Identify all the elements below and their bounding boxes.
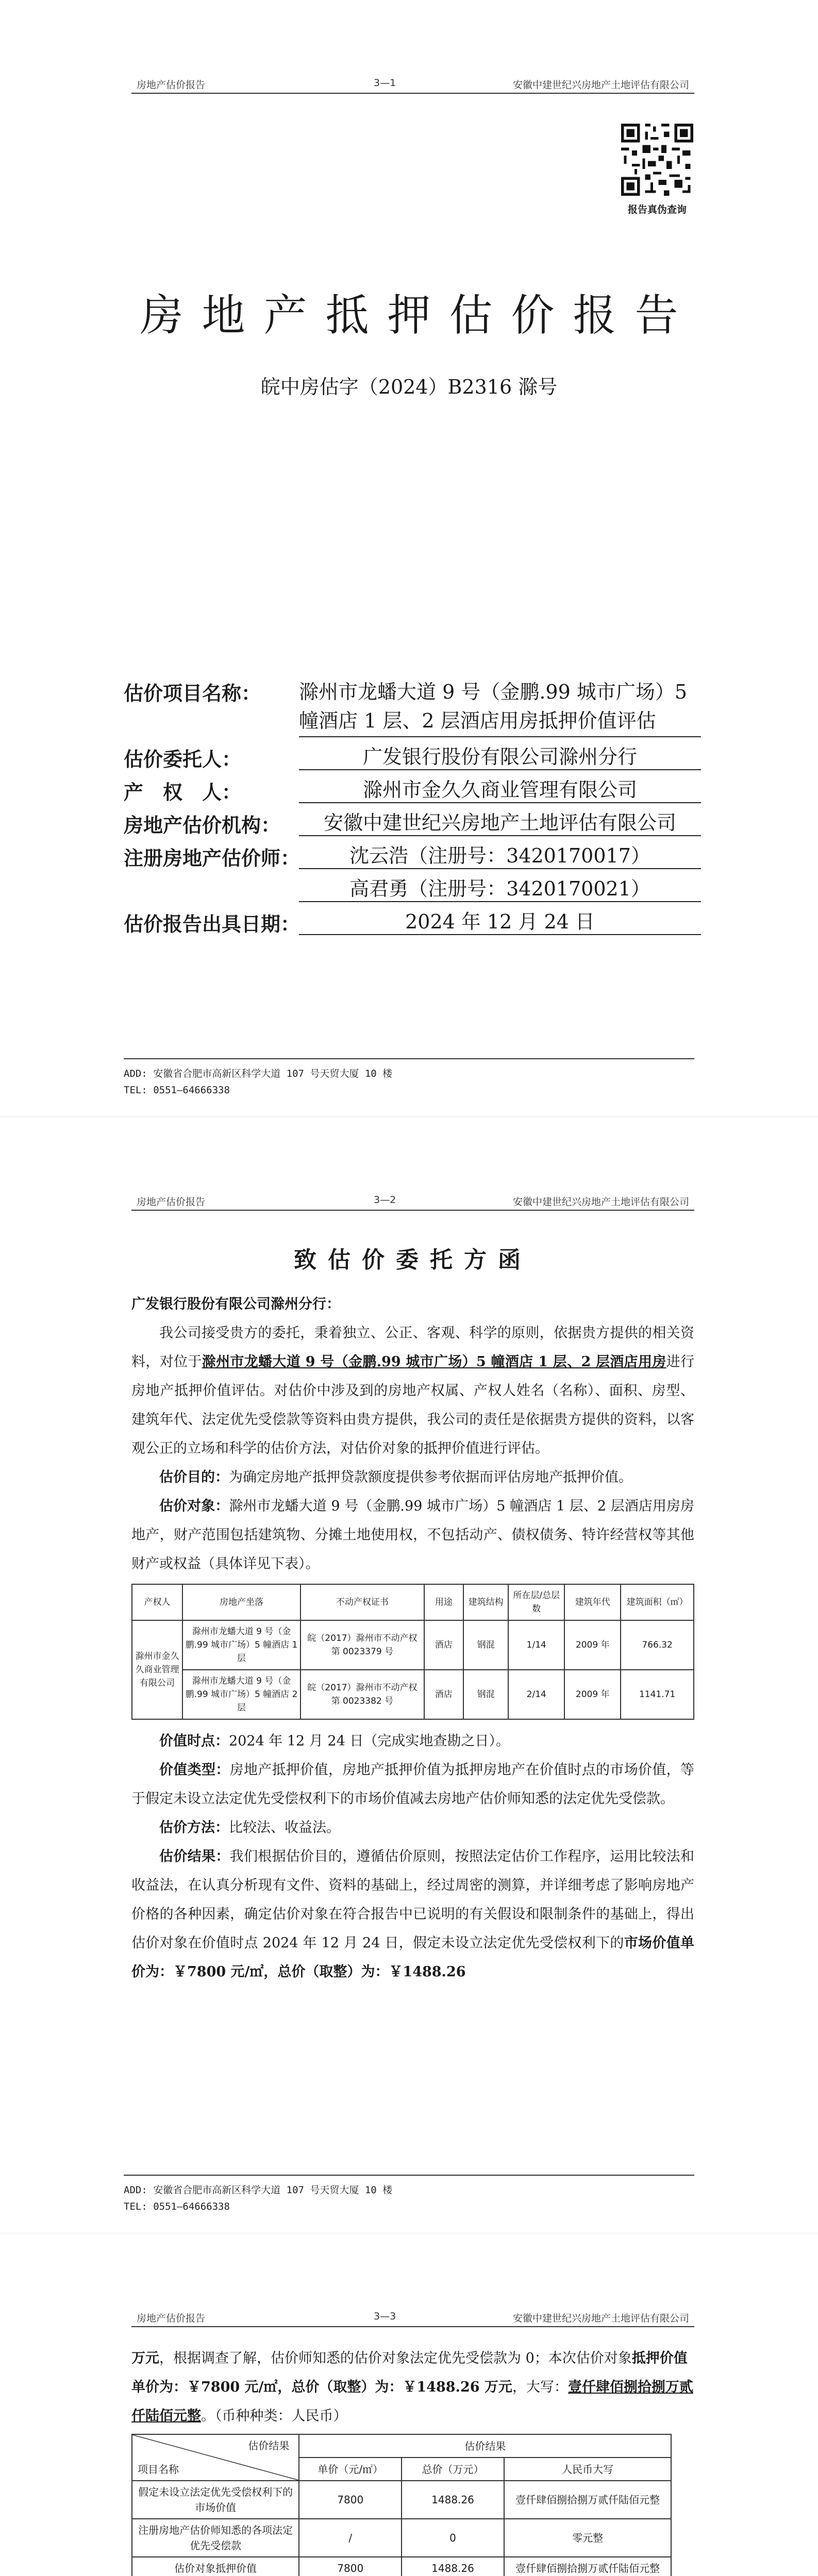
table-cell: 2/14 bbox=[508, 1670, 564, 1719]
field-agency bbox=[124, 809, 701, 842]
field-value: 2024 年 12 月 24 日 bbox=[299, 908, 701, 935]
result-label: 估价结果： bbox=[159, 1849, 230, 1865]
market-value: 市场价值单价为：￥7800 元/㎡，总价（取整）为：￥1488.26 bbox=[131, 1935, 695, 1980]
mortgage-value-words: 壹仟肆佰捌拾捌万贰仟陆佰元整 bbox=[131, 2379, 693, 2424]
field-owner bbox=[124, 776, 701, 809]
value-date-text: 2024 年 12 月 24 日（完成实地查勘之日）。 bbox=[229, 1733, 510, 1749]
object-text: 滁州市龙蟠大道 9 号（金鹏.99 城市广场）5 幢酒店 1 层、2 层酒店用房房地产，财产范围包括建筑物、分摊土地使用权，不包括动产、债权债务、特许经营权等其他财产或权益（具体详见下表）。 bbox=[131, 1498, 695, 1572]
table-cell: 钢混 bbox=[463, 1620, 508, 1670]
method-para bbox=[131, 1814, 694, 1842]
qr-label: 报告真伪查询 bbox=[627, 204, 687, 215]
table-cell: 假定未设立法定优先受偿权利下的市场价值 bbox=[132, 2481, 299, 2519]
letter-body-continued bbox=[131, 2344, 694, 2576]
table-cell: 注册房地产估价师知悉的各项法定优先受偿款 bbox=[132, 2519, 299, 2557]
table-header: 单价（元/㎡） bbox=[299, 2458, 402, 2481]
table-row bbox=[132, 1670, 694, 1719]
table-cell: 壹仟肆佰捌拾捌万贰仟陆佰元整 bbox=[504, 2481, 671, 2519]
summary-table bbox=[131, 2434, 672, 2576]
page-header bbox=[131, 77, 694, 94]
intro-text: 进行房地产抵押价值评估。对估价中涉及到的房地产权属、产权人姓名（名称）、面积、房型、建筑年代、法定优先受偿款等资料由贵方提供，我公司的责任是依据贵方提供的资料，以客观公正的立场和科学的估价方法，对估价对象的抵押价值进行评估。 bbox=[131, 1354, 695, 1456]
diagonal-top-label: 估价结果 bbox=[248, 2439, 290, 2452]
result-text: 。（币种种类：人民币） bbox=[201, 2408, 347, 2424]
header-right: 安徽中建世纪兴房地产土地评估有限公司 bbox=[512, 2313, 689, 2324]
page-cover bbox=[0, 0, 818, 1116]
value-type-para bbox=[131, 1756, 694, 1814]
field-value: 滁州市龙蟠大道 9 号（金鹏.99 城市广场）5 幢酒店 1 层、2 层酒店用房抵押价值评估 bbox=[299, 677, 701, 737]
header-right: 安徽中建世纪兴房地产土地评估有限公司 bbox=[512, 79, 689, 91]
table-cell: 1488.26 bbox=[402, 2481, 504, 2519]
table-cell: 滁州市龙蟠大道 9 号（金鹏.99 城市广场）5 幢酒店 2 层 bbox=[182, 1670, 301, 1719]
table-cell: 2009 年 bbox=[564, 1620, 621, 1670]
field-appraiser-1 bbox=[124, 842, 701, 875]
field-label: 估价报告出具日期： bbox=[124, 912, 301, 936]
page-footer bbox=[124, 2175, 694, 2215]
header-page-number: 3—3 bbox=[374, 2311, 396, 2322]
field-label: 产 权 人： bbox=[124, 781, 242, 804]
table-diagonal-header bbox=[132, 2434, 299, 2481]
table-cell: / bbox=[299, 2519, 402, 2557]
table-cell: 壹仟肆佰捌拾捌万贰仟陆佰元整 bbox=[504, 2557, 671, 2576]
field-value: 广发银行股份有限公司滁州分行 bbox=[299, 743, 701, 770]
field-date bbox=[124, 908, 701, 941]
table-header: 建筑面积（㎡） bbox=[621, 1584, 694, 1620]
page-header bbox=[131, 2311, 694, 2327]
table-header: 不动产权证书 bbox=[301, 1584, 424, 1620]
page-letter-continued bbox=[0, 2233, 818, 2576]
letter-recipient: 广发银行股份有限公司滁州分行： bbox=[131, 1296, 340, 1312]
table-header: 人民币大写 bbox=[504, 2458, 671, 2481]
header-left: 房地产估价报告 bbox=[137, 2313, 206, 2324]
value-type-text: 房地产抵押价值，房地产抵押价值为抵押房地产在价值时点的市场价值，等于假定未设立法定优先受偿权利下的市场价值减去房地产估价师知悉的法定优先受偿款。 bbox=[131, 1762, 695, 1807]
report-number: 皖中房估字（2024）B2316 滁号 bbox=[260, 376, 558, 398]
field-label: 房地产估价机构： bbox=[124, 814, 281, 837]
table-cell: 酒店 bbox=[424, 1620, 463, 1670]
field-label: 估价项目名称： bbox=[124, 682, 261, 705]
object-para bbox=[131, 1492, 694, 1579]
table-row bbox=[132, 2557, 671, 2576]
table-cell: 1141.71 bbox=[621, 1670, 694, 1719]
result-text: ，大写： bbox=[512, 2379, 568, 2395]
table-cell: 估价对象抵押价值 bbox=[132, 2557, 299, 2576]
table-header: 所在层/总层数 bbox=[508, 1584, 564, 1620]
table-cell: 皖（2017）滁州市不动产权第 0023382 号 bbox=[301, 1670, 424, 1719]
field-label: 估价委托人： bbox=[124, 748, 242, 771]
field-value: 安徽中建世纪兴房地产土地评估有限公司 bbox=[299, 809, 701, 836]
table-cell: 滁州市龙蟠大道 9 号（金鹏.99 城市广场）5 幢酒店 1 层 bbox=[182, 1620, 301, 1670]
table-cell: 酒店 bbox=[424, 1670, 463, 1719]
value-type-label: 价值类型： bbox=[159, 1762, 230, 1778]
table-header: 建筑年代 bbox=[564, 1584, 621, 1620]
header-page-number: 3—2 bbox=[374, 1194, 396, 1206]
table-header-row bbox=[132, 1584, 694, 1620]
table-cell: 皖（2017）滁州市不动产权第 0023379 号 bbox=[301, 1620, 424, 1670]
letter-title: 致估价委托方函 bbox=[294, 1247, 532, 1273]
page-header bbox=[131, 1194, 694, 1211]
table-cell: 2009 年 bbox=[564, 1670, 621, 1719]
field-project bbox=[124, 677, 701, 743]
footer-tel: TEL: 0551—64666338 bbox=[124, 2201, 230, 2212]
letter-intro bbox=[131, 1319, 694, 1463]
result-para-continued bbox=[131, 2344, 694, 2431]
table-header-row bbox=[132, 2434, 671, 2458]
table-header: 用途 bbox=[424, 1584, 463, 1620]
purpose-label: 估价目的： bbox=[159, 1469, 229, 1485]
result-text: ，根据调查了解，估价师知悉的估价对象法定优先受偿款为 0；本次估价对象 bbox=[159, 2350, 632, 2366]
table-cell-owner: 滁州市金久久商业管理有限公司 bbox=[132, 1620, 182, 1719]
market-value-unit: 万元 bbox=[131, 2350, 159, 2366]
table-header: 房地产坐落 bbox=[182, 1584, 301, 1620]
table-cell: 1488.26 bbox=[402, 2557, 504, 2576]
field-label: 注册房地产估价师： bbox=[124, 846, 301, 870]
table-row bbox=[132, 2519, 671, 2557]
field-value: 滁州市金久久商业管理有限公司 bbox=[299, 776, 701, 803]
result-text: 我们根据估价目的，遵循估价原则，按照法定估价工作程序，运用比较法和收益法，在认真分析现有文件、资料的基础上，经过周密的测算，并详细考虑了影响房地产价格的各种因素，确定估价对象在符合报告中已说明的有关假设和限制条件的基础上，得出估价对象在价值时点 2024 年 12 月 24 日，假定未设立法定优先受偿权利下的 bbox=[131, 1849, 695, 1951]
table-cell: 1/14 bbox=[508, 1620, 564, 1670]
page-letter bbox=[0, 1116, 818, 2233]
table-row bbox=[132, 1620, 694, 1670]
table-cell: 766.32 bbox=[621, 1620, 694, 1670]
cover-fields bbox=[124, 677, 701, 941]
field-value: 沈云浩（注册号：3420170017） bbox=[299, 842, 701, 869]
table-cell: 钢混 bbox=[463, 1670, 508, 1719]
field-appraiser-2 bbox=[124, 875, 701, 908]
footer-address: ADD: 安徽省合肥市高新区科学大道 107 号天贸大厦 10 楼 bbox=[124, 1068, 393, 1079]
method-text: 比较法、收益法。 bbox=[229, 1820, 340, 1836]
table-cell: 0 bbox=[402, 2519, 504, 2557]
page-footer bbox=[124, 1058, 694, 1098]
table-header: 产权人 bbox=[132, 1584, 182, 1620]
field-value: 高君勇（注册号：3420170021） bbox=[299, 875, 701, 902]
value-date-label: 价值时点： bbox=[159, 1733, 229, 1749]
header-left: 房地产估价报告 bbox=[137, 79, 206, 91]
object-label: 估价对象： bbox=[159, 1498, 229, 1514]
header-left: 房地产估价报告 bbox=[137, 1196, 206, 1208]
purpose-para bbox=[131, 1463, 694, 1492]
intro-text: 我公司接受贵方的委托，秉着独立、公正、客观、科学的原则，依据贵方提供的相关资料，对位于 bbox=[131, 1325, 694, 1370]
table-header-group: 估价结果 bbox=[299, 2434, 671, 2458]
table-cell: 零元整 bbox=[504, 2519, 671, 2557]
letter-body bbox=[131, 1246, 694, 1987]
footer-address: ADD: 安徽省合肥市高新区科学大道 107 号天贸大厦 10 楼 bbox=[124, 2184, 393, 2196]
qr-code[interactable] bbox=[619, 121, 696, 198]
property-table bbox=[131, 1584, 694, 1720]
table-header: 总价（万元） bbox=[402, 2458, 504, 2481]
purpose-text: 为确定房地产抵押贷款额度提供参考依据而评估房地产抵押价值。 bbox=[229, 1469, 632, 1485]
field-client bbox=[124, 743, 701, 776]
header-page-number: 3—1 bbox=[374, 77, 396, 89]
intro-object: 滁州市龙蟠大道 9 号（金鹏.99 城市广场）5 幢酒店 1 层、2 层酒店用房 bbox=[202, 1354, 666, 1370]
table-header: 建筑结构 bbox=[463, 1584, 508, 1620]
diagonal-bottom-label: 项目名称 bbox=[138, 2463, 179, 2476]
method-label: 估价方法： bbox=[159, 1820, 229, 1836]
table-row bbox=[132, 2481, 671, 2519]
footer-tel: TEL: 0551—64666338 bbox=[124, 1084, 230, 1096]
report-title: 房地产抵押估价报告 bbox=[140, 290, 697, 341]
value-date-para bbox=[131, 1727, 694, 1756]
table-cell: 7800 bbox=[299, 2557, 402, 2576]
header-right: 安徽中建世纪兴房地产土地评估有限公司 bbox=[512, 1196, 689, 1208]
table-cell: 7800 bbox=[299, 2481, 402, 2519]
mortgage-value: 抵押价值单价为：￥7800 元/㎡，总价（取整）为：￥1488.26 万元 bbox=[131, 2350, 688, 2395]
result-para bbox=[131, 1842, 694, 1987]
